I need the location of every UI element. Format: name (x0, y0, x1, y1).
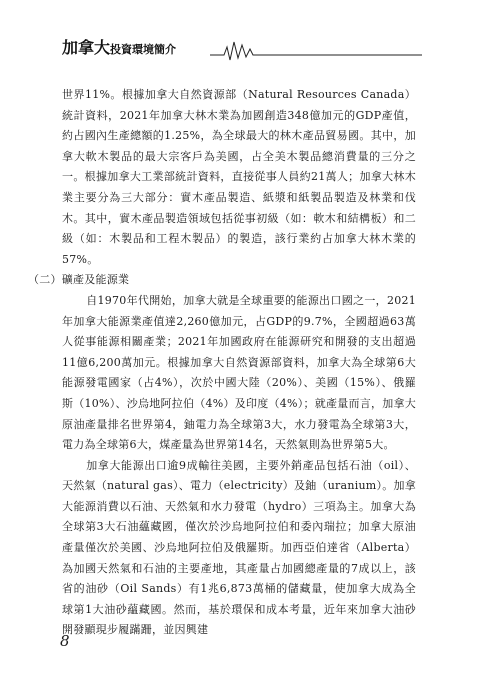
header-title (62, 38, 176, 60)
header-title-sub: 投資環境簡介 (110, 43, 177, 56)
body-text (28, 85, 416, 641)
page-number: 8 (60, 632, 70, 650)
running-header (62, 36, 422, 62)
header-title-main: 加拿大 (62, 38, 111, 57)
section-heading-mining-energy: （二）礦產及能源業 (28, 273, 130, 287)
paragraph-forestry: 世界11%。根據加拿大自然資源部（Natural Resources Canada）統計資料，2021年加拿大林木業為加國創造348億加元的GDP產值，約占國內生產總額的1.25%，為全球最大的林木產品貿易國。其中，加拿大軟木製品的最大宗客戶為美國，占全美木製品總消費量的三分之一。根據加拿大工業部統計資料，直接從事人員約21萬人；加拿大林木業主要分為三大部分：實木產品製造、紙漿和紙製品製造及林業和伐木。其中，實木產品製造領域包括從事初級（如：軟木和結構板）和二級（如：木製品和工程木製品）的製造，該行業約占加拿大林木業的57%。 (62, 88, 416, 266)
paragraph-energy-exports: 加拿大能源出口逾9成輸往美國，主要外銷產品包括石油（oil）、天然氣（natural gas）、電力（electricity）及鈾（uranium）。加拿大能源消費以石油、天然氣和水力發電（hydro）三項為主。加拿大為全球第3大石油蘊藏國，僅次於沙烏地阿拉伯和委內瑞拉；加拿大原油產量僅次於美國、沙烏地阿拉伯及俄羅斯。加西亞伯達省（Alberta）為加國天然氣和石油的主要產地，其產量占加國總產量的7成以上，該省的油砂（Oil Sands）有1兆6,873萬桶的儲藏量，使加拿大成為全球第1大油砂蘊藏國。然而，基於環保和成本考量，近年來加拿大油砂開發顯現步履蹣跚，並因興建 (62, 458, 416, 637)
paragraph-energy-overview: 自1970年代開始，加拿大就是全球重要的能源出口國之一，2021年加拿大能源業產值達2,260億加元，占GDP的9.7%，全國超過63萬人從事能源相關產業；2021年加國政府在能源研究和開發的支出超過11億6,200萬加元。根據加拿大自然資源部資料，加拿大為全球第6大能源發電國家（占4%），次於中國大陸（20%）、美國（15%）、俄羅斯（10%）、沙烏地阿拉伯（4%）及印度（4%）；就產量而言，加拿大原油產量排名世界第4，鈾電力為全球第3大，水力發電為全球第3大，電力為全球第6大，煤產量為世界第14名，天然氣則為世界第5大。 (62, 293, 416, 452)
